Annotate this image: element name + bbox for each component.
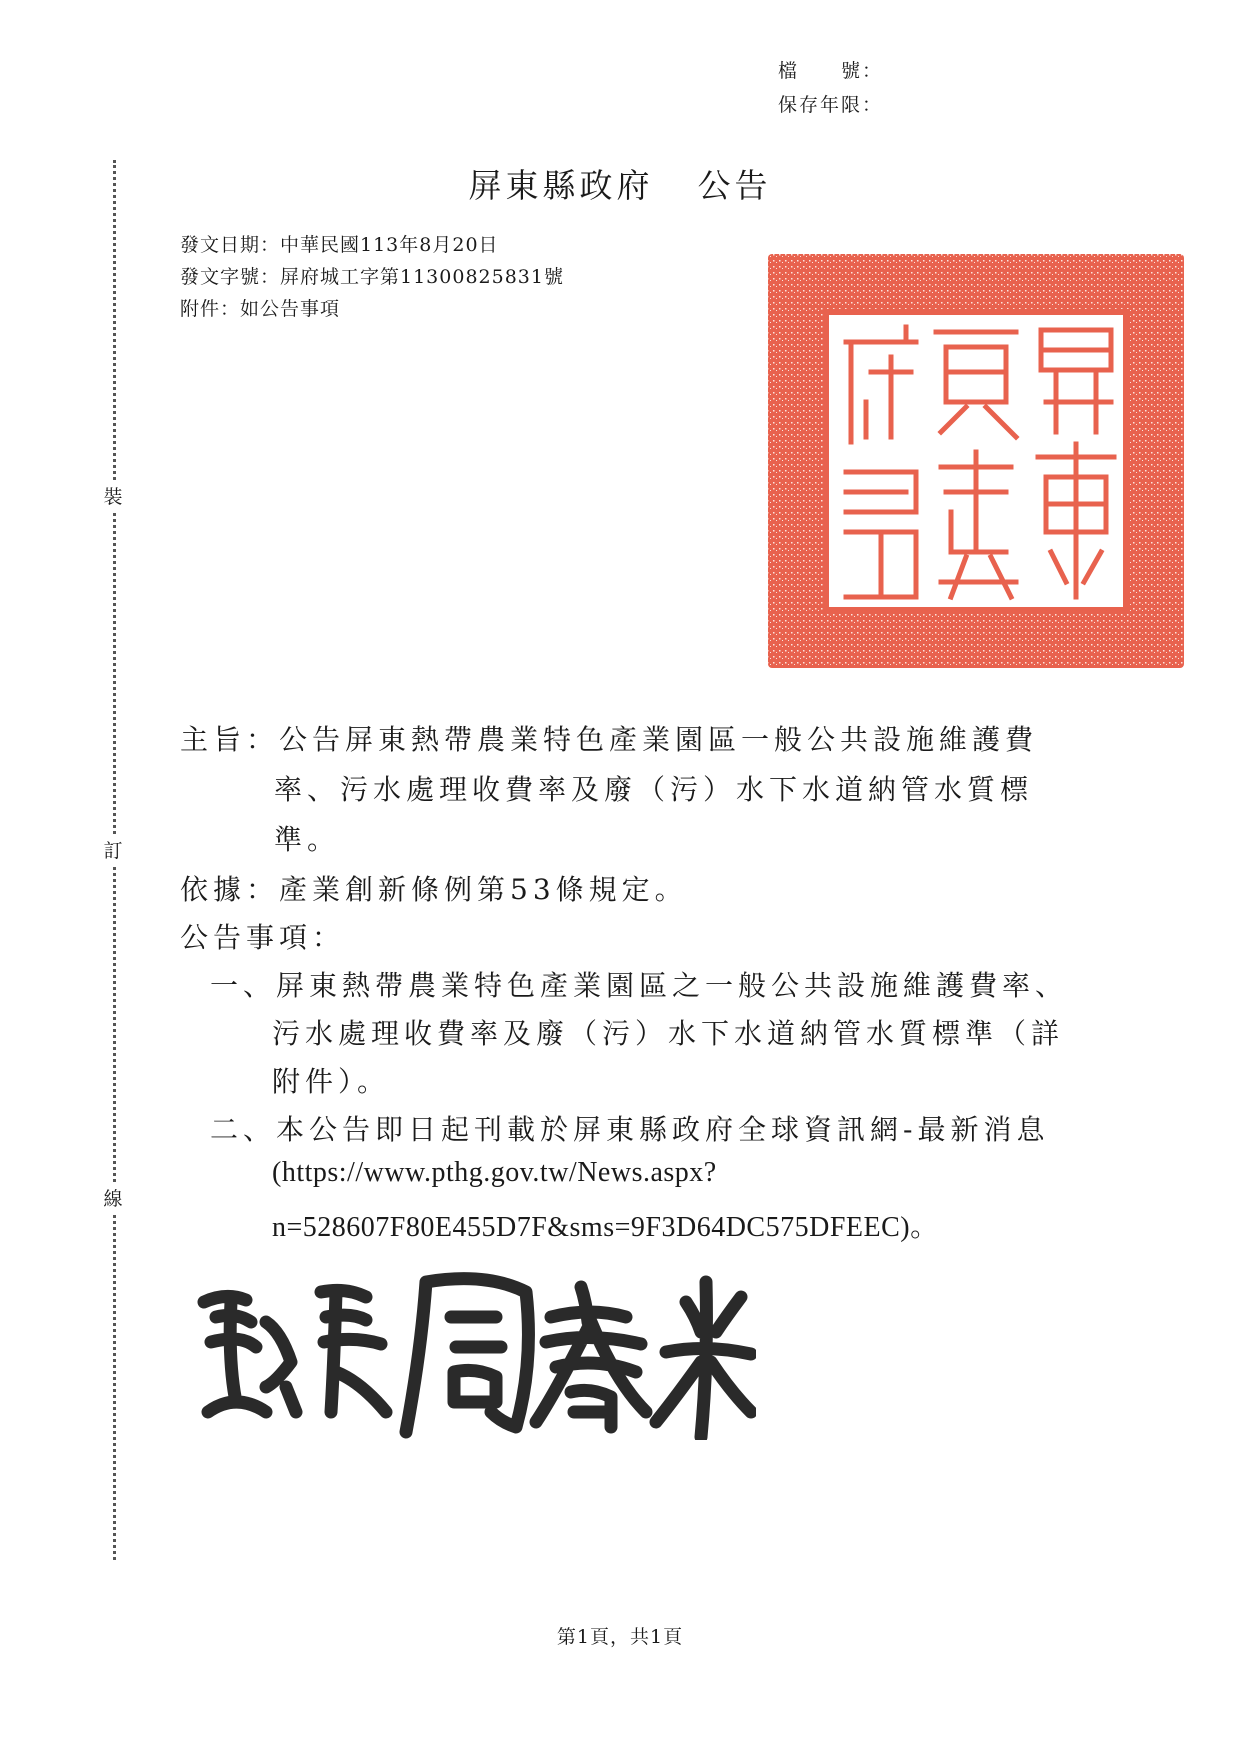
magistrate-signature xyxy=(196,1262,756,1440)
binding-char-ding: 訂 xyxy=(98,836,128,866)
item-one-line-1: 一、屏東熱帶農業特色產業園區之一般公共設施維護費率、 xyxy=(210,969,1069,1002)
item-two-url-line-2: n=528607F80E455D7F&sms=9F3D64DC575DFEEC)。 xyxy=(272,1212,939,1243)
title-org: 屏東縣政府 xyxy=(468,166,654,205)
issue-date: 發文日期：中華民國113年8月20日 xyxy=(180,234,499,256)
title-doc-type: 公告 xyxy=(697,166,772,205)
subject-line-1: 主旨：公告屏東熱帶農業特色產業園區一般公共設施維護費 xyxy=(180,723,1039,756)
binding-char-zhuang: 裝 xyxy=(98,482,128,512)
retention-period-label: 保存年限： xyxy=(778,94,884,116)
subject-line-2: 率、污水處理收費率及廢（污）水下水道納管水質標 xyxy=(274,773,1034,806)
basis-line: 依據：產業創新條例第53條規定。 xyxy=(180,873,688,906)
file-number-label: 檔 號： xyxy=(778,60,884,82)
items-heading: 公告事項： xyxy=(180,921,346,954)
subject-line-3: 準。 xyxy=(274,823,341,856)
binding-char-xian: 線 xyxy=(98,1184,128,1214)
attachment-note: 附件：如公告事項 xyxy=(180,298,341,320)
document-title xyxy=(0,160,1240,207)
official-seal-stamp xyxy=(766,252,1186,670)
item-two-url-line-1: (https://www.pthg.gov.tw/News.aspx? xyxy=(272,1157,717,1188)
item-one-line-2: 污水處理收費率及廢（污）水下水道納管水質標準（詳 xyxy=(272,1017,1065,1050)
item-one-line-3: 附件）。 xyxy=(272,1065,391,1098)
page-footer: 第1頁，共1頁 xyxy=(556,1626,684,1648)
item-two-line-1: 二、本公告即日起刊載於屏東縣政府全球資訊網-最新消息 xyxy=(210,1113,1050,1146)
issue-number: 發文字號：屏府城工字第11300825831號 xyxy=(180,266,564,288)
